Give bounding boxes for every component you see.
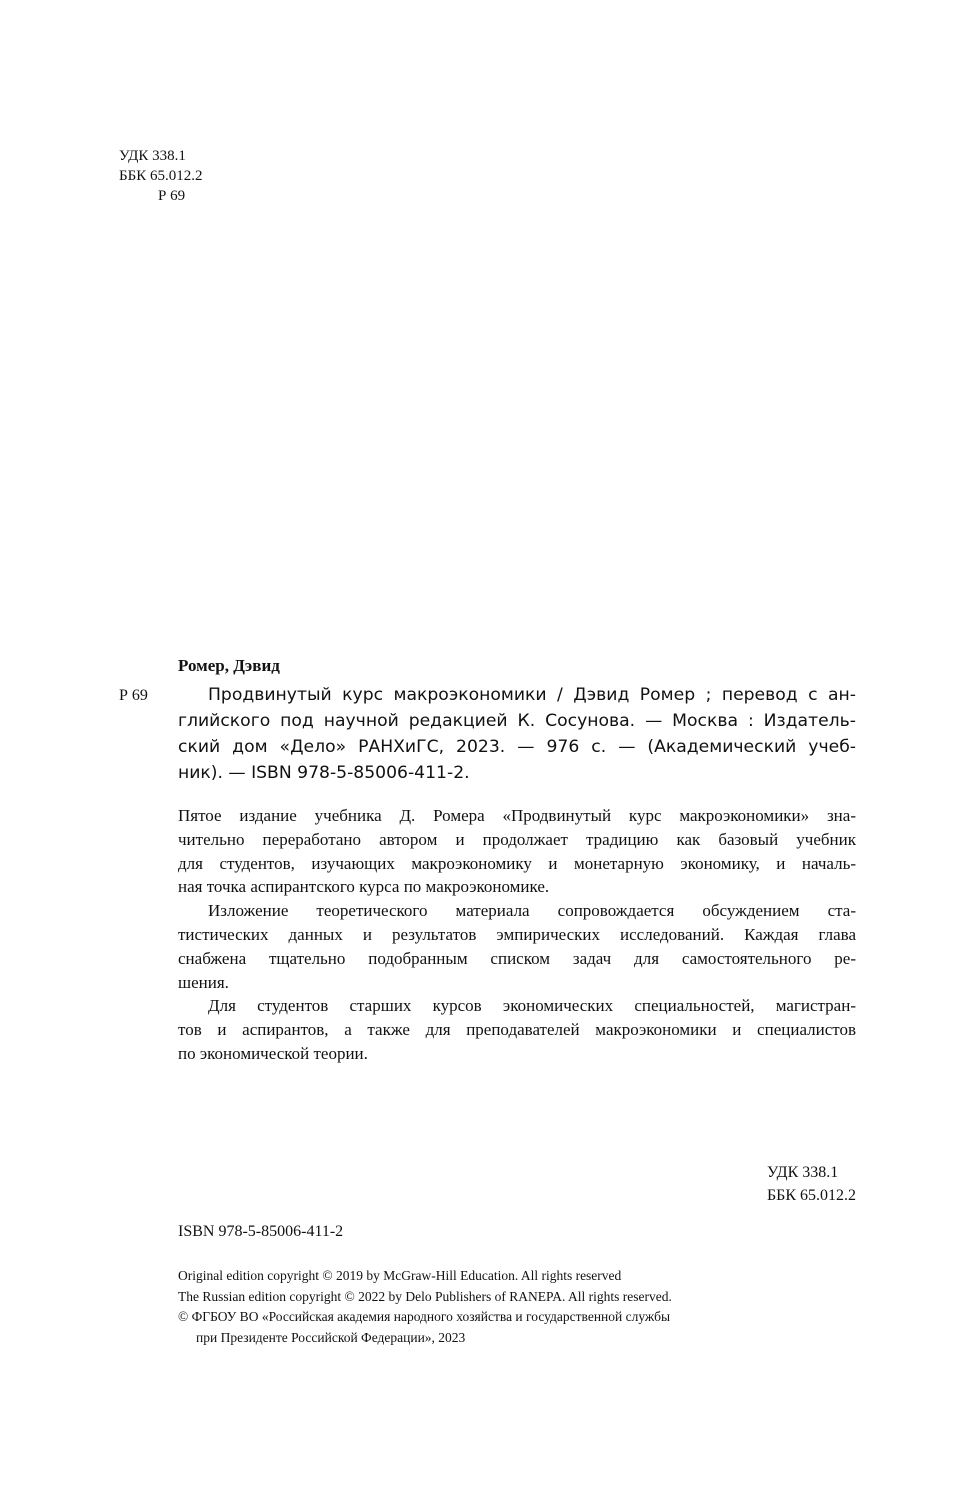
copyright-line: The Russian edition copyright © 2022 by Delo Publishers of RANEPA. All rights reserved. — [178, 1288, 672, 1304]
abstract-line: снабжена тщательно подобранным списком задач для самостоятельного ре- — [178, 948, 856, 968]
abstract-line: для студентов, изучающих макроэкономику и монетарную экономику, и началь- — [178, 853, 856, 873]
bbk-top: ББК 65.012.2 — [119, 168, 203, 184]
copyright-block — [178, 1266, 672, 1348]
isbn: ISBN 978-5-85006-411-2 — [178, 1223, 344, 1240]
biblio-line: ский дом «Дело» РАНХиГС, 2023. — 976 с. — (Академический учеб- — [178, 737, 856, 757]
biblio-line: Продвинутый курс макроэкономики / Дэвид Ромер ; перевод с ан- — [208, 685, 856, 705]
udk-top: УДК 338.1 — [119, 148, 186, 164]
abstract-line: чительно переработано автором и продолжает традицию как базовый учебник — [178, 829, 856, 849]
biblio-line: ник). — ISBN 978-5-85006-411-2. — [178, 763, 470, 783]
author-heading: Ромер, Дэвид — [178, 656, 280, 675]
abstract-line: ная точка аспирантского курса по макроэкономике. — [178, 877, 550, 897]
abstract — [178, 804, 856, 1066]
bibliographic-description — [178, 682, 856, 786]
copyright-line: при Президенте Российской Федерации», 2023 — [196, 1329, 466, 1345]
abstract-line: Для студентов старших курсов экономических специальностей, магистран- — [208, 996, 856, 1016]
author-mark-top: Р 69 — [158, 188, 186, 204]
abstract-line: Изложение теоретического материала сопровождается обсуждением ста- — [208, 901, 856, 921]
abstract-line: тов и аспирантов, а также для преподавателей макроэкономики и специалистов — [178, 1020, 856, 1040]
copyright-line: Original edition copyright © 2019 by McGraw-Hill Education. All rights reserved — [178, 1268, 622, 1283]
abstract-line: по экономической теории. — [178, 1043, 368, 1063]
author-mark-margin: Р 69 — [119, 687, 148, 704]
classification-bottom — [767, 1161, 856, 1207]
abstract-line: тистических данных и результатов эмпирических исследований. Каждая глава — [178, 924, 856, 944]
udk-bottom: УДК 338.1 — [766, 1164, 839, 1181]
abstract-line: шения. — [178, 972, 229, 992]
abstract-line: Пятое издание учебника Д. Ромера «Продвинутый курс макроэкономики» зна- — [178, 806, 856, 825]
copyright-line: © ФГБОУ ВО «Российская академия народного хозяйства и государственной службы — [178, 1309, 671, 1324]
biblio-line: глийского под научной редакцией К. Сосунова. — Москва : Издатель- — [178, 711, 856, 731]
bbk-bottom: ББК 65.012.2 — [766, 1187, 856, 1204]
